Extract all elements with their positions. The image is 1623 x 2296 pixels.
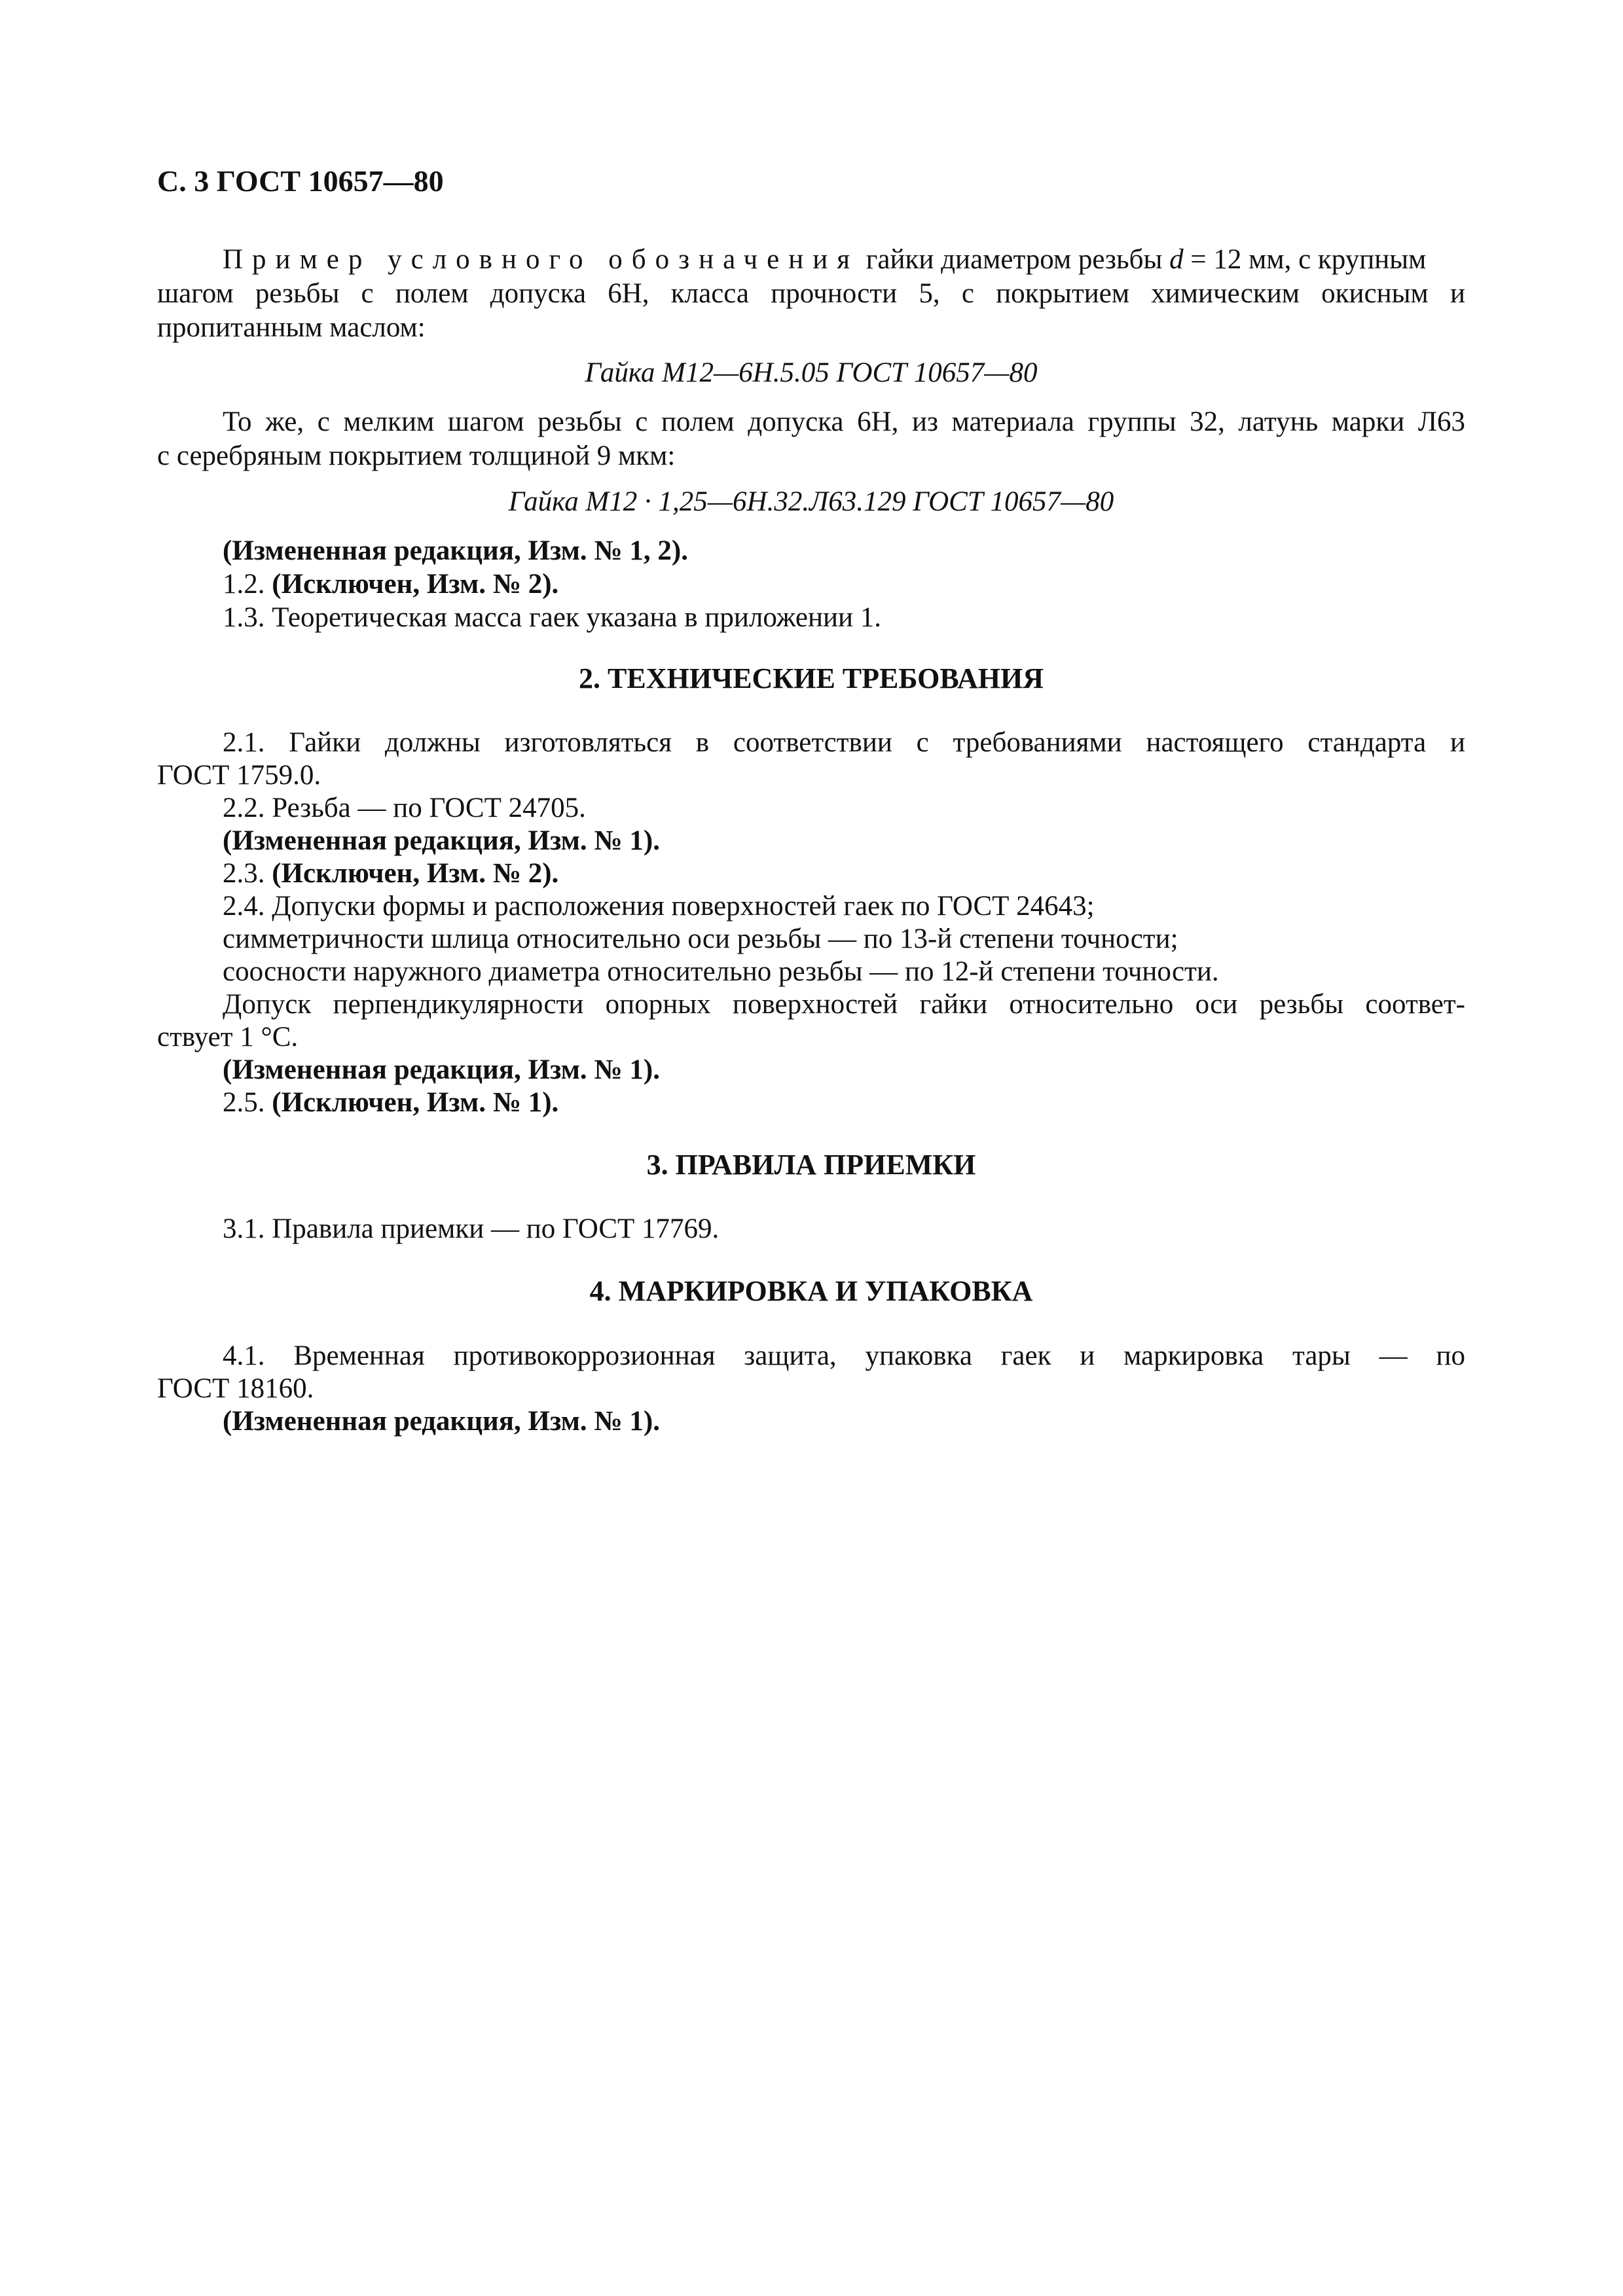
clause-2-4-line-4: Допуск перпендикулярности опорных поверхностей гайки относительно оси резьбы соответ- <box>223 989 1465 1020</box>
clause-1-3: 1.3. Теоретическая масса гаек указана в приложении 1. <box>223 602 882 633</box>
clause-2-1-line-2: ГОСТ 1759.0. <box>157 760 321 791</box>
clause-4-1-line-2: ГОСТ 18160. <box>157 1373 314 1404</box>
clause-2-5: 2.5. (Исключен, Изм. № 1). <box>223 1087 559 1118</box>
section-2-title: 2. ТЕХНИЧЕСКИЕ ТРЕБОВАНИЯ <box>579 662 1044 694</box>
clause-2-1-line-1: 2.1. Гайки должны изготовляться в соответствии с требованиями настоящего стандарта и <box>223 727 1465 758</box>
amendment-note: (Измененная редакция, Изм. № 1). <box>223 1054 660 1085</box>
amendment-note: (Измененная редакция, Изм. № 1, 2). <box>223 535 688 566</box>
designation-1: Гайка М12—6Н.5.05 ГОСТ 10657—80 <box>585 357 1038 388</box>
clause-2-3: 2.3. (Исключен, Изм. № 2). <box>223 858 559 889</box>
clause-1-2: 1.2. (Исключен, Изм. № 2). <box>223 569 559 600</box>
section-3-title: 3. ПРАВИЛА ПРИЕМКИ <box>646 1149 976 1181</box>
clause-2-4-line-5: ствует 1 °С. <box>157 1022 299 1052</box>
same-line-2: с серебряным покрытием толщиной 9 мкм: <box>157 440 676 471</box>
example-label: Пример условного обозначения <box>223 244 860 275</box>
example-line-3: пропитанным маслом: <box>157 312 426 343</box>
clause-3-1: 3.1. Правила приемки — по ГОСТ 17769. <box>223 1213 720 1244</box>
amendment-note: (Измененная редакция, Изм. № 1). <box>223 825 660 856</box>
example-line-2: шагом резьбы с полем допуска 6Н, класса прочности 5, с покрытием химическим окисным и <box>157 278 1465 309</box>
clause-2-4-line-3: соосности наружного диаметра относительно резьбы — по 12-й степени точности. <box>223 956 1219 987</box>
page-header: С. 3 ГОСТ 10657—80 <box>157 164 444 198</box>
section-4-title: 4. МАРКИРОВКА И УПАКОВКА <box>589 1275 1033 1307</box>
example-line-1: Пример условного обозначения гайки диаметром резьбы d = 12 мм, с крупным <box>223 244 1427 275</box>
clause-4-1-line-1: 4.1. Временная противокоррозионная защита, упаковка гаек и маркировка тары — по <box>223 1340 1465 1371</box>
same-line-1: То же, с мелким шагом резьбы с полем допуска 6Н, из материала группы 32, латунь марки Л63 <box>223 406 1465 437</box>
amendment-note: (Измененная редакция, Изм. № 1). <box>223 1406 660 1437</box>
designation-2: Гайка М12 · 1,25—6Н.32.Л63.129 ГОСТ 10657—80 <box>508 486 1114 517</box>
clause-2-4-line-1: 2.4. Допуски формы и расположения поверхностей гаек по ГОСТ 24643; <box>223 891 1095 922</box>
diameter-variable: d <box>1169 244 1184 275</box>
clause-2-2: 2.2. Резьба — по ГОСТ 24705. <box>223 793 586 823</box>
clause-2-4-line-2: симметричности шлица относительно оси резьбы — по 13-й степени точности; <box>223 924 1178 954</box>
